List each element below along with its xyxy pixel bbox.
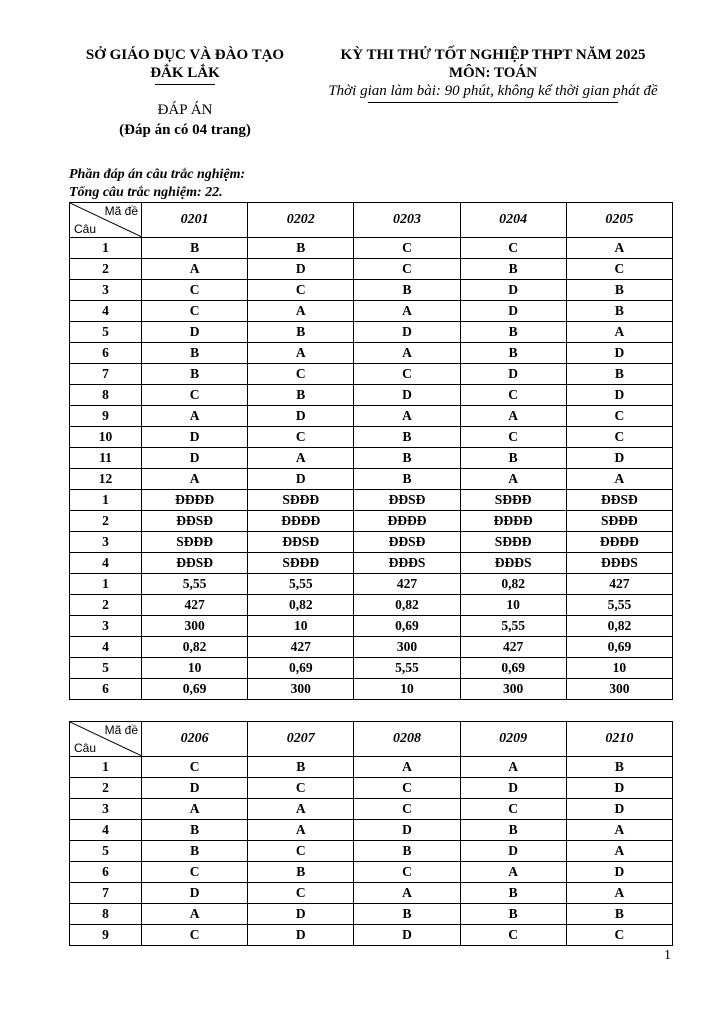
table-row bbox=[70, 595, 673, 616]
answer-cell: C bbox=[460, 925, 566, 946]
answer-cell: SĐĐĐ bbox=[460, 490, 566, 511]
answer-cell: B bbox=[142, 238, 248, 259]
answer-cell: 427 bbox=[460, 637, 566, 658]
answer-cell: C bbox=[248, 427, 354, 448]
answer-cell: 0,69 bbox=[248, 658, 354, 679]
question-number-cell: 4 bbox=[70, 301, 142, 322]
answer-cell: C bbox=[142, 280, 248, 301]
question-number-cell: 4 bbox=[70, 820, 142, 841]
answer-cell: B bbox=[460, 343, 566, 364]
question-number-cell: 1 bbox=[70, 238, 142, 259]
answer-cell: C bbox=[248, 883, 354, 904]
table-row bbox=[70, 238, 673, 259]
answer-cell: ĐĐSĐ bbox=[354, 532, 460, 553]
question-number-cell: 2 bbox=[70, 511, 142, 532]
answer-cell: C bbox=[460, 427, 566, 448]
table-row bbox=[70, 757, 673, 778]
table-row bbox=[70, 406, 673, 427]
question-number-cell: 2 bbox=[70, 778, 142, 799]
table-row bbox=[70, 532, 673, 553]
answer-cell: A bbox=[566, 469, 672, 490]
table-row bbox=[70, 301, 673, 322]
answer-cell: 427 bbox=[566, 574, 672, 595]
exam-code-header: 0206 bbox=[142, 722, 248, 757]
answer-cell: D bbox=[248, 925, 354, 946]
table-row bbox=[70, 925, 673, 946]
question-number-cell: 9 bbox=[70, 925, 142, 946]
answer-cell: 0,69 bbox=[142, 679, 248, 700]
answer-cell: A bbox=[460, 406, 566, 427]
answer-cell: B bbox=[142, 841, 248, 862]
answer-cell: ĐĐĐS bbox=[460, 553, 566, 574]
answer-cell: B bbox=[248, 238, 354, 259]
answer-cell: SĐĐĐ bbox=[248, 490, 354, 511]
answer-cell: C bbox=[460, 385, 566, 406]
question-number-cell: 4 bbox=[70, 637, 142, 658]
answer-cell: B bbox=[354, 427, 460, 448]
table-row bbox=[70, 259, 673, 280]
answer-cell: B bbox=[566, 364, 672, 385]
answer-cell: A bbox=[460, 757, 566, 778]
answer-cell: D bbox=[460, 778, 566, 799]
answer-cell: A bbox=[354, 757, 460, 778]
answer-cell: ĐĐĐĐ bbox=[354, 511, 460, 532]
question-number-cell: 3 bbox=[70, 616, 142, 637]
answer-cell: D bbox=[566, 448, 672, 469]
answer-cell: B bbox=[566, 904, 672, 925]
table-row bbox=[70, 883, 673, 904]
answer-cell: B bbox=[354, 280, 460, 301]
answer-cell: B bbox=[354, 841, 460, 862]
table-corner-cell bbox=[70, 722, 142, 757]
answer-cell: 300 bbox=[354, 637, 460, 658]
section-heading bbox=[69, 166, 245, 202]
table-row bbox=[70, 862, 673, 883]
answer-cell: D bbox=[460, 841, 566, 862]
answer-cell: C bbox=[566, 427, 672, 448]
question-number-cell: 5 bbox=[70, 322, 142, 343]
table-row bbox=[70, 658, 673, 679]
table-row bbox=[70, 469, 673, 490]
answer-cell: C bbox=[566, 406, 672, 427]
answer-cell: 5,55 bbox=[566, 595, 672, 616]
question-number-cell: 5 bbox=[70, 841, 142, 862]
answer-cell: C bbox=[354, 862, 460, 883]
exam-time-note: Thời gian làm bài: 90 phút, không kể thời gian phát đề bbox=[328, 83, 658, 99]
exam-code-header: 0208 bbox=[354, 722, 460, 757]
table-row bbox=[70, 574, 673, 595]
page-number: 1 bbox=[664, 948, 671, 963]
answer-cell: C bbox=[354, 259, 460, 280]
answer-cell: SĐĐĐ bbox=[248, 553, 354, 574]
answer-cell: D bbox=[460, 301, 566, 322]
answer-cell: ĐĐĐĐ bbox=[566, 532, 672, 553]
answer-cell: C bbox=[248, 280, 354, 301]
answer-cell: 0,82 bbox=[142, 637, 248, 658]
answer-cell: A bbox=[460, 469, 566, 490]
answer-cell: 5,55 bbox=[248, 574, 354, 595]
question-number-cell: 9 bbox=[70, 406, 142, 427]
table-row bbox=[70, 778, 673, 799]
answer-cell: A bbox=[566, 820, 672, 841]
answer-cell: B bbox=[460, 883, 566, 904]
answer-cell: A bbox=[142, 406, 248, 427]
answer-cell: 5,55 bbox=[142, 574, 248, 595]
answer-cell: A bbox=[354, 301, 460, 322]
answer-cell: C bbox=[248, 364, 354, 385]
answer-cell: 0,69 bbox=[460, 658, 566, 679]
answer-cell: C bbox=[142, 925, 248, 946]
answer-cell: B bbox=[460, 904, 566, 925]
answer-cell: B bbox=[142, 364, 248, 385]
answer-cell: 5,55 bbox=[354, 658, 460, 679]
code-label: Mã đề bbox=[104, 204, 138, 218]
answer-cell: 0,69 bbox=[354, 616, 460, 637]
answer-cell: D bbox=[142, 322, 248, 343]
answer-key-label bbox=[70, 100, 300, 140]
question-label: Câu bbox=[74, 741, 97, 755]
table-row bbox=[70, 490, 673, 511]
code-label: Mã đề bbox=[104, 723, 138, 737]
answer-cell: A bbox=[248, 799, 354, 820]
answer-cell: C bbox=[142, 757, 248, 778]
answer-cell: B bbox=[460, 448, 566, 469]
question-label: Câu bbox=[74, 222, 97, 236]
answer-cell: D bbox=[142, 448, 248, 469]
exam-title: KỲ THI THỬ TỐT NGHIỆP THPT NĂM 2025 bbox=[340, 47, 646, 63]
answer-cell: A bbox=[354, 343, 460, 364]
exam-code-header: 0209 bbox=[460, 722, 566, 757]
section-title: Phần đáp án câu trắc nghiệm: bbox=[69, 167, 246, 182]
question-number-cell: 3 bbox=[70, 280, 142, 301]
answer-cell: 300 bbox=[460, 679, 566, 700]
answer-cell: C bbox=[142, 385, 248, 406]
question-number-cell: 3 bbox=[70, 532, 142, 553]
answer-cell: ĐĐSĐ bbox=[142, 553, 248, 574]
answer-cell: D bbox=[460, 280, 566, 301]
answer-cell: ĐĐSĐ bbox=[354, 490, 460, 511]
answer-cell: B bbox=[354, 448, 460, 469]
answer-cell: ĐĐĐĐ bbox=[142, 490, 248, 511]
answer-cell: B bbox=[460, 322, 566, 343]
question-number-cell: 5 bbox=[70, 658, 142, 679]
answer-cell: D bbox=[566, 862, 672, 883]
answer-cell: D bbox=[354, 385, 460, 406]
answer-cell: 427 bbox=[142, 595, 248, 616]
answer-table-1 bbox=[69, 202, 673, 700]
answer-cell: B bbox=[566, 757, 672, 778]
answer-cell: C bbox=[460, 238, 566, 259]
table-row bbox=[70, 322, 673, 343]
question-number-cell: 1 bbox=[70, 490, 142, 511]
table-header-row bbox=[70, 203, 673, 238]
answer-cell: A bbox=[566, 883, 672, 904]
table-row bbox=[70, 448, 673, 469]
table-row bbox=[70, 364, 673, 385]
answer-title: ĐÁP ÁN bbox=[157, 102, 213, 118]
question-number-cell: 6 bbox=[70, 679, 142, 700]
table-row bbox=[70, 904, 673, 925]
answer-cell: C bbox=[460, 799, 566, 820]
exam-subject: MÔN: TOÁN bbox=[448, 65, 538, 81]
exam-header bbox=[312, 46, 674, 103]
table-header-row bbox=[70, 722, 673, 757]
answer-cell: A bbox=[566, 841, 672, 862]
question-number-cell: 11 bbox=[70, 448, 142, 469]
answer-cell: SĐĐĐ bbox=[566, 511, 672, 532]
answer-cell: A bbox=[142, 469, 248, 490]
question-number-cell: 6 bbox=[70, 343, 142, 364]
answer-cell: 10 bbox=[142, 658, 248, 679]
section-total: Tổng câu trắc nghiệm: 22. bbox=[69, 185, 223, 200]
answer-cell: 427 bbox=[248, 637, 354, 658]
answer-cell: D bbox=[142, 883, 248, 904]
exam-code-header: 0203 bbox=[354, 203, 460, 238]
answer-cell: D bbox=[566, 343, 672, 364]
answer-cell: B bbox=[354, 904, 460, 925]
page-count-note: (Đáp án có 04 trang) bbox=[119, 122, 251, 138]
table-row bbox=[70, 343, 673, 364]
table-row bbox=[70, 841, 673, 862]
answer-cell: B bbox=[142, 343, 248, 364]
exam-code-header: 0201 bbox=[142, 203, 248, 238]
question-number-cell: 10 bbox=[70, 427, 142, 448]
province-name: ĐẮK LẮK bbox=[150, 65, 220, 81]
answer-cell: 300 bbox=[566, 679, 672, 700]
exam-header-divider bbox=[368, 102, 618, 103]
answer-cell: 300 bbox=[142, 616, 248, 637]
answer-cell: 10 bbox=[354, 679, 460, 700]
answer-cell: A bbox=[354, 406, 460, 427]
answer-cell: ĐĐSĐ bbox=[142, 511, 248, 532]
answer-cell: A bbox=[142, 259, 248, 280]
answer-cell: A bbox=[460, 862, 566, 883]
answer-cell: A bbox=[142, 799, 248, 820]
answer-cell: 0,82 bbox=[354, 595, 460, 616]
answer-cell: ĐĐĐĐ bbox=[460, 511, 566, 532]
answer-cell: D bbox=[142, 778, 248, 799]
answer-cell: B bbox=[248, 385, 354, 406]
answer-cell: D bbox=[142, 427, 248, 448]
table-row bbox=[70, 820, 673, 841]
answer-cell: A bbox=[566, 238, 672, 259]
answer-cell: 5,55 bbox=[460, 616, 566, 637]
table-row bbox=[70, 799, 673, 820]
answer-cell: 0,82 bbox=[248, 595, 354, 616]
answer-cell: B bbox=[248, 322, 354, 343]
answer-cell: 427 bbox=[354, 574, 460, 595]
answer-cell: D bbox=[460, 364, 566, 385]
answer-cell: A bbox=[142, 904, 248, 925]
answer-cell: 10 bbox=[248, 616, 354, 637]
answer-cell: D bbox=[248, 904, 354, 925]
answer-cell: ĐĐĐĐ bbox=[248, 511, 354, 532]
answer-cell: C bbox=[354, 799, 460, 820]
exam-code-header: 0210 bbox=[566, 722, 672, 757]
answer-cell: ĐĐĐS bbox=[566, 553, 672, 574]
table-row bbox=[70, 280, 673, 301]
answer-cell: D bbox=[354, 820, 460, 841]
table-row bbox=[70, 553, 673, 574]
question-number-cell: 8 bbox=[70, 385, 142, 406]
exam-code-header: 0205 bbox=[566, 203, 672, 238]
answer-cell: B bbox=[248, 862, 354, 883]
question-number-cell: 2 bbox=[70, 259, 142, 280]
exam-code-header: 0207 bbox=[248, 722, 354, 757]
answer-cell: D bbox=[354, 925, 460, 946]
answer-cell: B bbox=[460, 820, 566, 841]
answer-cell: C bbox=[248, 778, 354, 799]
answer-cell: C bbox=[354, 238, 460, 259]
question-number-cell: 12 bbox=[70, 469, 142, 490]
answer-cell: B bbox=[566, 280, 672, 301]
table-row bbox=[70, 385, 673, 406]
table-row bbox=[70, 511, 673, 532]
question-number-cell: 3 bbox=[70, 799, 142, 820]
answer-cell: 10 bbox=[460, 595, 566, 616]
question-number-cell: 7 bbox=[70, 883, 142, 904]
answer-cell: 0,69 bbox=[566, 637, 672, 658]
answer-cell: A bbox=[354, 883, 460, 904]
answer-cell: C bbox=[248, 841, 354, 862]
exam-code-header: 0202 bbox=[248, 203, 354, 238]
answer-cell: A bbox=[566, 322, 672, 343]
answer-cell: ĐĐSĐ bbox=[566, 490, 672, 511]
question-number-cell: 8 bbox=[70, 904, 142, 925]
answer-cell: B bbox=[248, 757, 354, 778]
question-number-cell: 7 bbox=[70, 364, 142, 385]
answer-cell: D bbox=[248, 259, 354, 280]
answer-cell: C bbox=[566, 925, 672, 946]
answer-cell: A bbox=[248, 448, 354, 469]
answer-cell: A bbox=[248, 820, 354, 841]
answer-cell: C bbox=[354, 364, 460, 385]
answer-cell: B bbox=[566, 301, 672, 322]
answer-cell: 300 bbox=[248, 679, 354, 700]
answer-cell: D bbox=[566, 799, 672, 820]
table-corner-cell bbox=[70, 203, 142, 238]
answer-cell: B bbox=[460, 259, 566, 280]
exam-code-header: 0204 bbox=[460, 203, 566, 238]
answer-cell: D bbox=[248, 406, 354, 427]
department-header bbox=[70, 46, 300, 85]
table-row bbox=[70, 616, 673, 637]
answer-cell: SĐĐĐ bbox=[460, 532, 566, 553]
answer-cell: C bbox=[142, 862, 248, 883]
question-number-cell: 1 bbox=[70, 757, 142, 778]
answer-cell: D bbox=[566, 385, 672, 406]
answer-cell: D bbox=[566, 778, 672, 799]
table-row bbox=[70, 427, 673, 448]
answer-cell: D bbox=[248, 469, 354, 490]
answer-cell: ĐĐSĐ bbox=[248, 532, 354, 553]
table-row bbox=[70, 637, 673, 658]
question-number-cell: 1 bbox=[70, 574, 142, 595]
question-number-cell: 2 bbox=[70, 595, 142, 616]
answer-cell: ĐĐĐS bbox=[354, 553, 460, 574]
question-number-cell: 4 bbox=[70, 553, 142, 574]
answer-cell: 10 bbox=[566, 658, 672, 679]
answer-cell: 0,82 bbox=[566, 616, 672, 637]
answer-cell: B bbox=[354, 469, 460, 490]
table-row bbox=[70, 679, 673, 700]
answer-cell: A bbox=[248, 301, 354, 322]
department-name: SỞ GIÁO DỤC VÀ ĐÀO TẠO bbox=[85, 47, 285, 63]
answer-cell: C bbox=[354, 778, 460, 799]
answer-table-2 bbox=[69, 721, 673, 946]
answer-cell: C bbox=[142, 301, 248, 322]
answer-cell: 0,82 bbox=[460, 574, 566, 595]
answer-cell: C bbox=[566, 259, 672, 280]
header-divider bbox=[155, 84, 215, 85]
answer-cell: D bbox=[354, 322, 460, 343]
answer-cell: A bbox=[248, 343, 354, 364]
question-number-cell: 6 bbox=[70, 862, 142, 883]
answer-cell: B bbox=[142, 820, 248, 841]
answer-cell: SĐĐĐ bbox=[142, 532, 248, 553]
